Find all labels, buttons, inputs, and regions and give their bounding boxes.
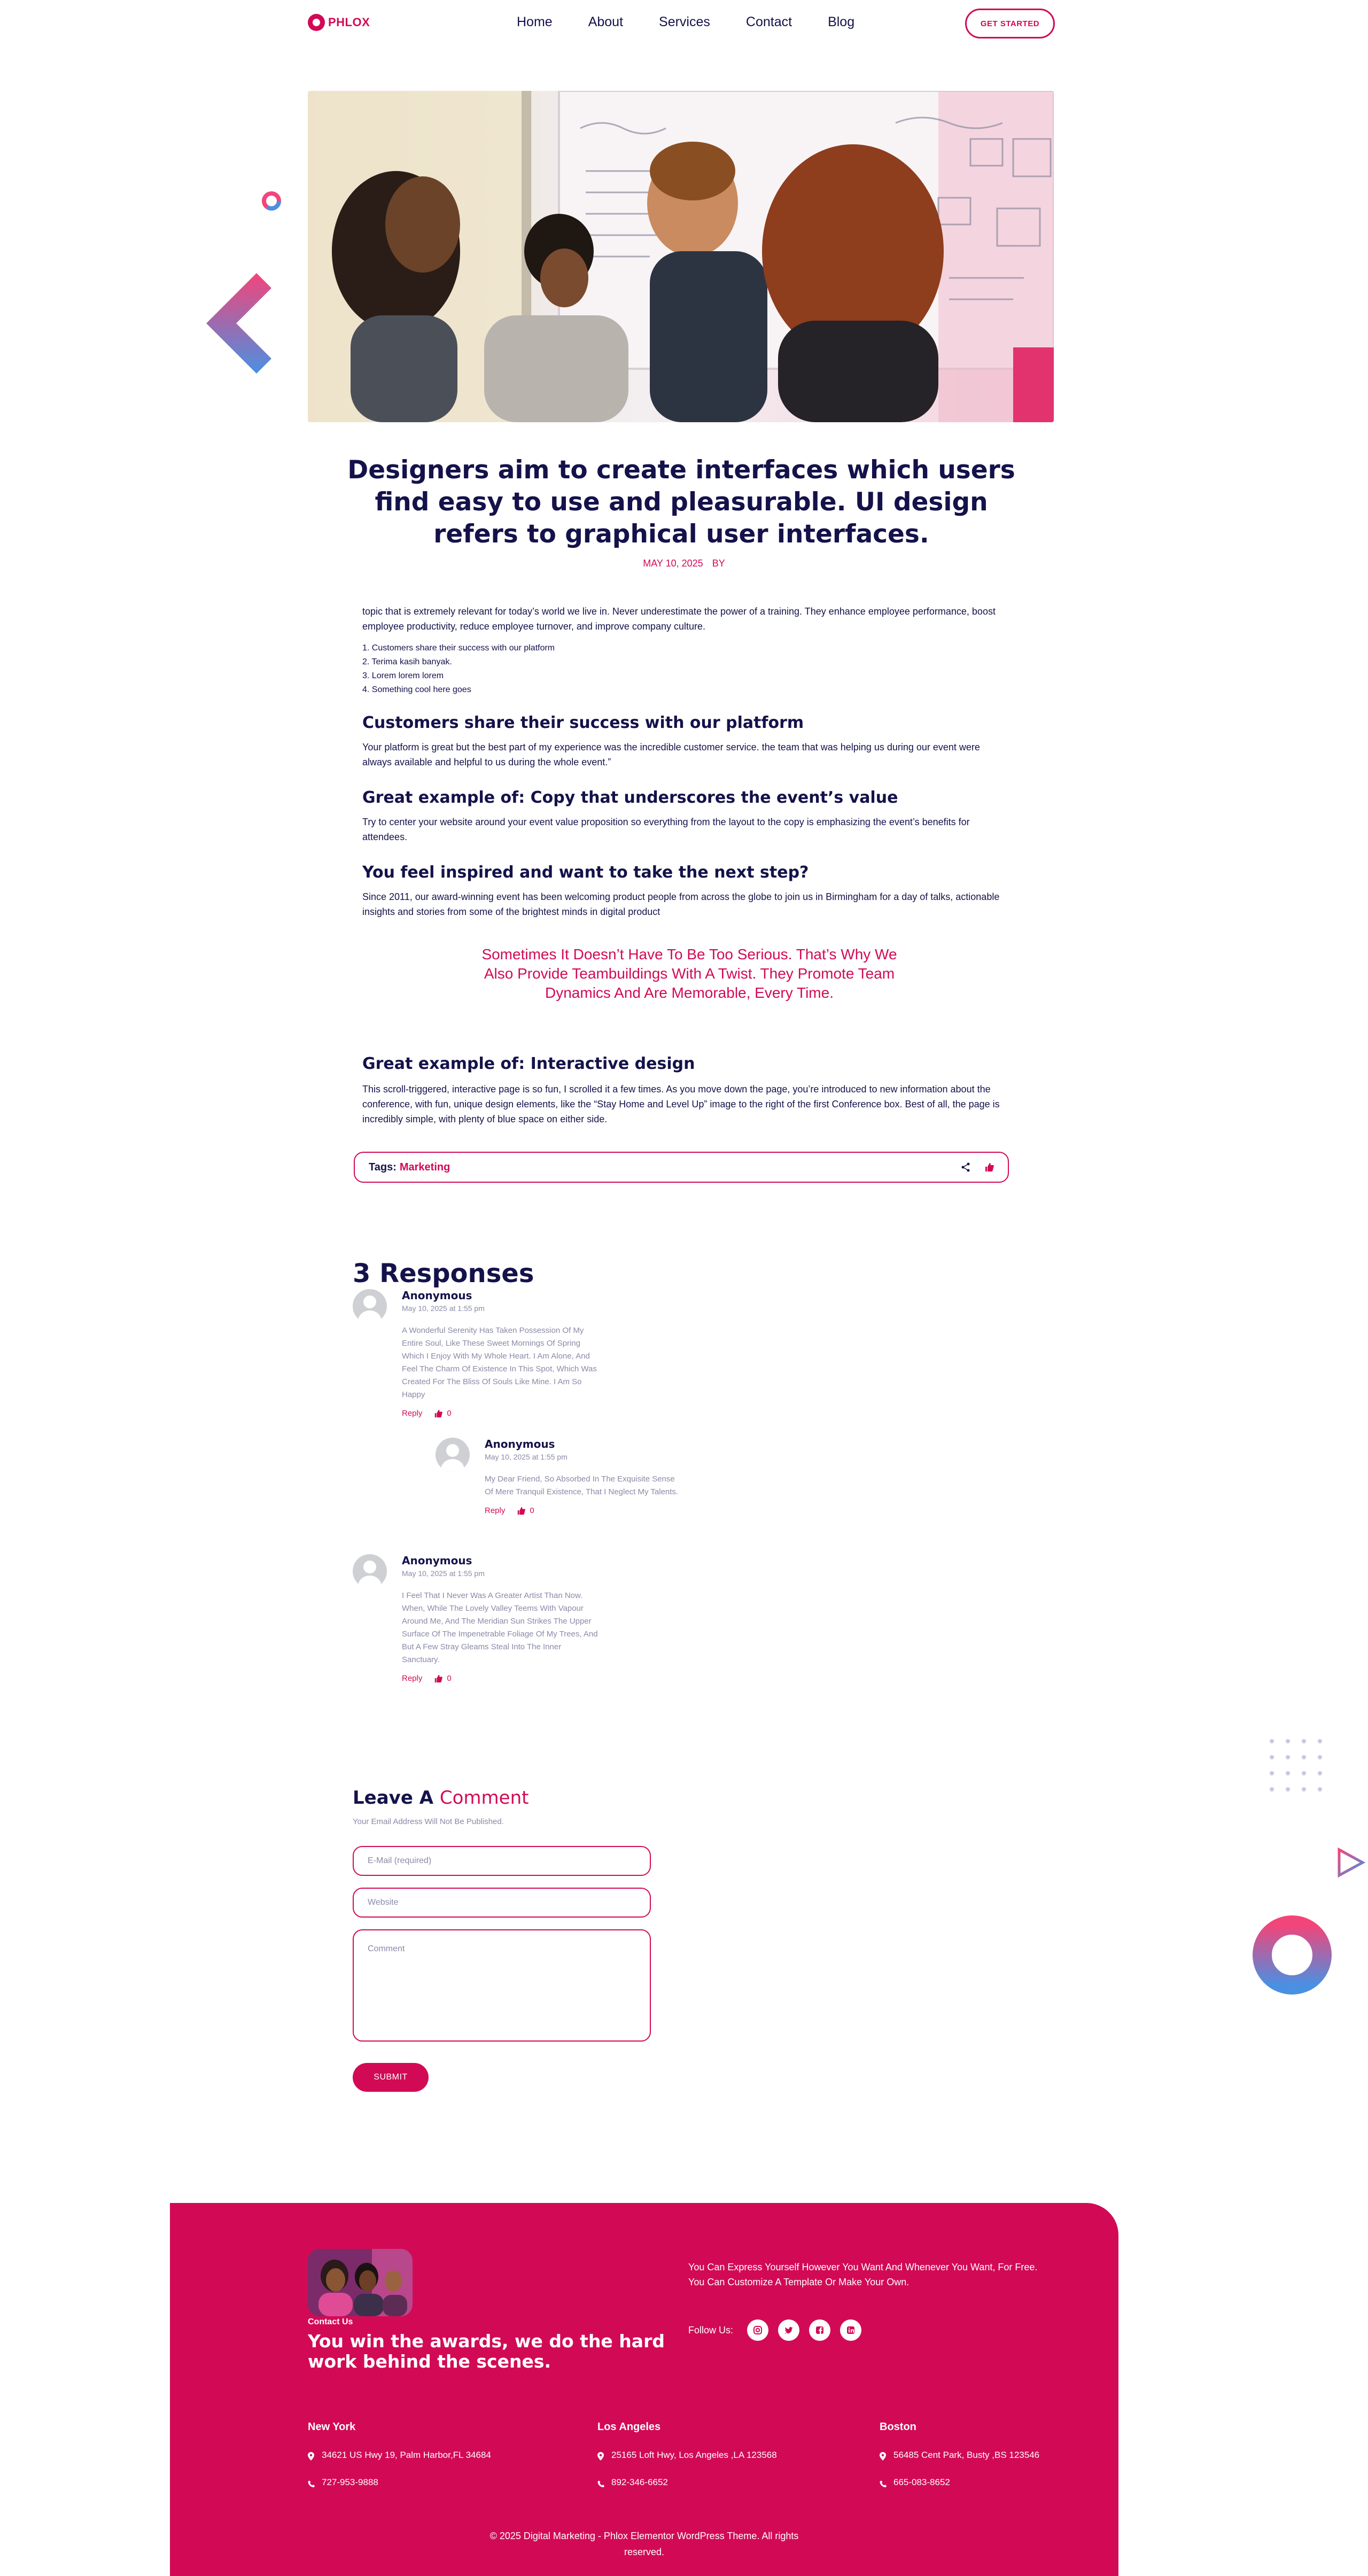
office-address: 56485 Cent Park, Busty ,BS 123546 [893, 2450, 1040, 2460]
dot-grid-decoration [1266, 1736, 1336, 1805]
contact-photo [308, 2249, 413, 2316]
comment-author: Anonymous [402, 1554, 472, 1567]
small-ring-decoration [261, 190, 282, 212]
like-count: 0 [447, 1409, 452, 1418]
comment-like-button[interactable] [434, 1409, 451, 1418]
tags-bar [354, 1152, 1009, 1183]
team-photo [308, 2249, 413, 2316]
thumbs-up-icon [434, 1409, 442, 1418]
article-list [362, 641, 1004, 697]
form-note: Your Email Address Will Not Be Published. [353, 1817, 504, 1826]
section-text: Since 2011, our award-winning event has been welcoming product people from across the globe to join us in Birmingham for a day of talks, actionable insights and stories from some of the brightest minds in digital product [362, 891, 1000, 917]
article-title: Designers aim to create interfaces which users find easy to use and pleasurable. UI design refers to graphical user interfaces. [347, 455, 1015, 549]
email-field[interactable]: E-Mail (required) [353, 1846, 651, 1876]
location-pin-icon [597, 2448, 605, 2465]
comment-author: Anonymous [485, 1438, 555, 1450]
facebook-icon[interactable] [809, 2319, 830, 2341]
list-item: 4. Something cool here goes [362, 685, 471, 694]
comment-textarea[interactable]: Comment [353, 1929, 651, 2042]
leave-comment-title-accent: Comment [439, 1787, 529, 1809]
article-date[interactable]: MAY 10, 2025 [643, 558, 703, 569]
leave-comment-title-main: Leave A [353, 1787, 434, 1809]
comment-text: I Feel That I Never Was A Greater Artist Than Now. When, While The Lovely Valley Teems With Vapour Around Me, And The Meridian Sun Strikes The Upper Surface Of The Impenetrable Foliage Of My Trees, And But A Few Stray Gleams Steal Into The Inner Sanctuary. [402, 1591, 598, 1664]
reply-button[interactable]: Reply [485, 1506, 506, 1515]
nav-link-blog[interactable]: Blog [828, 14, 855, 29]
follow-us-label: Follow Us: [688, 2324, 734, 2336]
footer-headline: You win the awards, we do the hard work behind the scenes. [308, 2331, 665, 2372]
office-phone[interactable]: 727-953-9888 [322, 2477, 378, 2487]
instagram-icon[interactable] [747, 2319, 768, 2341]
responses-title: 3 Responses [353, 1259, 534, 1289]
comment-like-button[interactable] [517, 1506, 534, 1515]
nav-link-home[interactable]: Home [517, 14, 553, 29]
article-meta [0, 558, 1368, 569]
comment-author: Anonymous [402, 1289, 472, 1302]
office-los-angeles [597, 2421, 827, 2503]
twitter-icon[interactable] [778, 2319, 799, 2341]
follow-us [688, 2319, 861, 2341]
linkedin-icon[interactable] [840, 2319, 861, 2341]
comment-date: May 10, 2025 at 1:55 pm [402, 1304, 485, 1313]
thumbs-up-icon [517, 1507, 525, 1515]
large-ring-decoration [1249, 1912, 1335, 1998]
logo-icon [308, 14, 325, 31]
footer-tagline: You Can Express Yourself However You Want And Whenever You Want, For Free. You Can Customize A Template Or Make Your Own. [688, 2262, 1038, 2287]
section-heading: Great example of: Copy that underscores the event’s value [362, 788, 898, 807]
office-new-york [308, 2421, 538, 2503]
nav-link-services[interactable]: Services [659, 14, 710, 29]
tag-link-marketing[interactable]: Marketing [399, 1161, 450, 1173]
office-phone[interactable]: 665-083-8652 [893, 2477, 950, 2487]
section-heading: Customers share their success with our platform [362, 713, 804, 732]
hero-image [308, 91, 1054, 422]
comment-text: My Dear Friend, So Absorbed In The Exquisite Sense Of Mere Tranquil Existence, That I Neglect My Talents. [485, 1475, 679, 1496]
like-icon[interactable] [984, 1162, 994, 1172]
office-address: 34621 US Hwy 19, Palm Harbor,FL 34684 [322, 2450, 491, 2460]
comment-like-button[interactable] [434, 1674, 451, 1683]
thumbs-up-icon [434, 1674, 442, 1683]
section-text: This scroll-triggered, interactive page is so fun, I scrolled it a few times. As you move down the page, you’re introduced to new information about the conference, with fun, unique design elements, like the “Stay Home and Level Up” image to the right of the first Conference box. Best of all, the page is incredibly simple, with plenty of blue space on either side. [362, 1084, 1000, 1124]
leave-comment-title [353, 1787, 528, 1809]
article-quote: Sometimes It Doesn’t Have To Be Too Serious. That’s Why We Also Provide Teambuildings With A Twist. They Promote Team Dynamics And Are Memorable, Every Time. [481, 946, 897, 1001]
avatar [353, 1554, 387, 1588]
site-header [0, 0, 1368, 48]
like-count: 0 [530, 1506, 534, 1515]
location-pin-icon [308, 2448, 315, 2465]
copyright-text: © 2025 Digital Marketing - Phlox Elementor WordPress Theme. All rights reserved. [489, 2531, 799, 2557]
phone-icon [880, 2476, 887, 2492]
article-body [362, 604, 1004, 927]
share-icon[interactable] [961, 1162, 970, 1172]
list-item: 3. Lorem lorem lorem [362, 671, 444, 680]
reply-button[interactable]: Reply [402, 1409, 423, 1418]
get-started-button[interactable]: GET STARTED [965, 9, 1055, 38]
comment-date: May 10, 2025 at 1:55 pm [485, 1453, 568, 1461]
article-intro: topic that is extremely relevant for today’s world we live in. Never underestimate the power of a training. They enhance employee performance, boost employee productivity, reduce employee turnover, and improve company culture. [362, 606, 996, 632]
section-heading: You feel inspired and want to take the next step? [362, 863, 809, 882]
nav-link-contact[interactable]: Contact [745, 14, 792, 29]
avatar [353, 1289, 387, 1323]
main-nav [517, 14, 890, 30]
logo[interactable] [308, 14, 370, 31]
website-field[interactable]: Website [353, 1888, 651, 1918]
list-item: 2. Terima kasih banyak. [362, 657, 452, 666]
comment-text: A Wonderful Serenity Has Taken Possession Of My Entire Soul, Like These Sweet Mornings Of Spring Which I Enjoy With My Whole Heart. I Am Alone, And Feel The Charm Of Existence In This Spot, Which Was Created For The Bliss Of Souls Like Mine. I Am So Happy [402, 1326, 597, 1399]
copyright [170, 2528, 1118, 2560]
contact-us-label[interactable]: Contact Us [308, 2317, 353, 2326]
section-text: Try to center your website around your event value proposition so everything from the layout to the copy is emphasizing the event’s benefits for attendees. [362, 817, 970, 842]
reply-button[interactable]: Reply [402, 1674, 423, 1683]
section-text: Your platform is great but the best part of my experience was the incredible customer service. the team that was helping us during our event were always available and helpful to us during the whole event.” [362, 742, 980, 767]
nav-link-about[interactable]: About [588, 14, 624, 29]
office-phone[interactable]: 892-346-6652 [611, 2477, 668, 2487]
phone-icon [308, 2476, 315, 2492]
list-item: 1. Customers share their success with our platform [362, 643, 555, 653]
like-count: 0 [447, 1674, 452, 1683]
office-city: New York [308, 2421, 356, 2433]
location-pin-icon [880, 2448, 887, 2465]
submit-button[interactable]: SUBMIT [353, 2063, 429, 2092]
team-at-whiteboard-photo [308, 91, 1054, 422]
tags-label: Tags: [369, 1161, 397, 1173]
section-heading: Great example of: Interactive design [362, 1054, 695, 1073]
triangle-decoration [1336, 1846, 1366, 1879]
office-address: 25165 Loft Hwy, Los Angeles ,LA 123568 [611, 2450, 777, 2460]
logo-text: PHLOX [328, 15, 370, 29]
phone-icon [597, 2476, 605, 2492]
chevron-decoration [203, 270, 278, 377]
avatar [436, 1438, 470, 1472]
office-boston [880, 2421, 1040, 2503]
article-body-final [362, 1054, 1004, 1127]
office-city: Los Angeles [597, 2421, 661, 2433]
article-author-label: BY [712, 558, 725, 569]
site-footer [170, 2203, 1118, 2576]
office-city: Boston [880, 2421, 916, 2433]
comment-date: May 10, 2025 at 1:55 pm [402, 1569, 485, 1578]
